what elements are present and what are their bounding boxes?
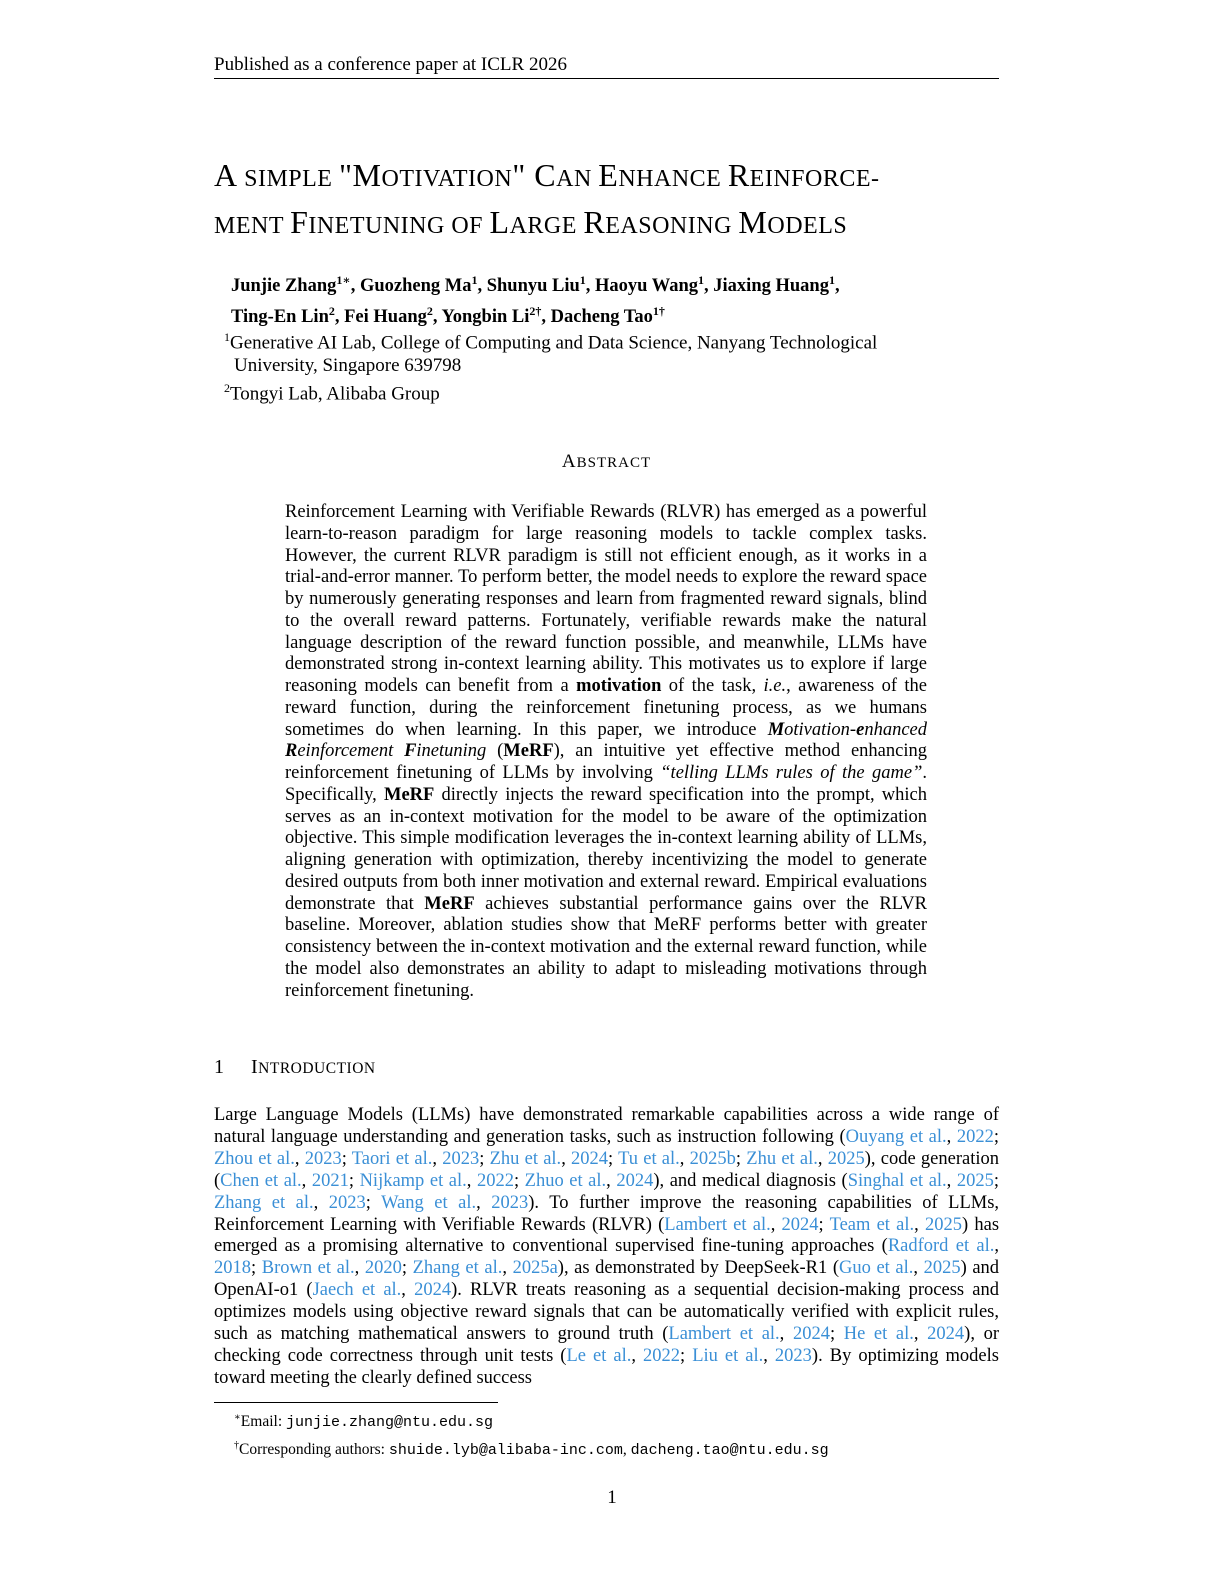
text-run: ), as demonstrated by DeepSeek-R1 (: [557, 1258, 839, 1279]
text-run: ,: [817, 1148, 828, 1169]
text-run: ,: [354, 1258, 365, 1279]
citation-link[interactable]: 2024: [781, 1214, 819, 1235]
citation-link[interactable]: 2022: [956, 1126, 994, 1147]
citation-link[interactable]: 2024: [414, 1280, 452, 1301]
citation-link[interactable]: Singhal et al.: [847, 1170, 947, 1191]
citation-link[interactable]: 2023: [491, 1192, 529, 1213]
abstract-heading-rest: BSTRACT: [576, 455, 652, 471]
text-run: ), an intuitive yet effective method enhancing reinforcement finetuning of LLMs by involving: [285, 741, 927, 783]
footnote: [234, 1406, 1014, 1434]
citation-link[interactable]: Radford et al.: [887, 1236, 995, 1257]
title-small-caps: ARGE: [509, 213, 584, 239]
bold-italic-letter: M: [767, 719, 785, 740]
citation-link[interactable]: Brown et al.: [261, 1258, 355, 1279]
footnote-rule: [214, 1402, 498, 1403]
italic-term: nhanced: [864, 719, 927, 740]
affiliation-mark: 1: [224, 330, 230, 344]
citation-link[interactable]: Zhang et al.: [412, 1258, 503, 1279]
header-rule: [214, 78, 999, 79]
citation-link[interactable]: Guo et al.: [839, 1258, 914, 1279]
citation-link[interactable]: Lambert et al.: [668, 1324, 780, 1345]
author-affiliation-mark: 1∗: [336, 273, 351, 287]
title-capital: F: [290, 204, 309, 240]
citation-link[interactable]: 2023: [328, 1192, 366, 1213]
title-capital: R: [727, 157, 750, 193]
author-line-1: [231, 268, 991, 299]
citation-link[interactable]: 2024: [792, 1324, 830, 1345]
affiliation-line-continued: University, Singapore 639798: [234, 355, 462, 377]
text-run: ;: [608, 1148, 619, 1169]
affiliation-line: [224, 377, 984, 405]
footnote-mark: †: [234, 1440, 239, 1452]
citation-link[interactable]: 2021: [311, 1170, 349, 1191]
text-run: ;: [993, 1126, 999, 1147]
email-address[interactable]: junjie.zhang@ntu.edu.sg: [286, 1414, 494, 1432]
citation-link[interactable]: 2024: [571, 1148, 609, 1169]
text-run: ,: [914, 1214, 925, 1235]
citation-link[interactable]: 2025b: [689, 1148, 736, 1169]
text-run: ,: [466, 1170, 477, 1191]
text-run: ,: [606, 1170, 617, 1191]
bold-italic-letter: R: [285, 741, 298, 762]
author-separator: ,: [585, 276, 596, 297]
citation-link[interactable]: Nijkamp et al.: [359, 1170, 467, 1191]
author-name: Jiaxing Huang: [713, 276, 829, 297]
text-run: ,: [313, 1192, 329, 1213]
author-name: Shunyu Liu: [486, 276, 580, 297]
author-name: Yongbin Li: [441, 307, 530, 328]
text-run: , awareness of the reward function, during the reinforcement finetuning process, as we humans sometimes do when learning. In this paper, we introduce: [285, 676, 928, 740]
text-run: ;: [680, 1345, 693, 1366]
footnote-separator: ,: [622, 1441, 631, 1459]
author-separator: ,: [541, 307, 551, 328]
citation-link[interactable]: 2023: [442, 1148, 480, 1169]
citation-link[interactable]: Tu et al.: [618, 1148, 680, 1169]
text-run: ), code generation (: [214, 1148, 999, 1191]
footnote-label: Email:: [240, 1413, 286, 1431]
author-affiliation-mark: 1: [471, 273, 478, 287]
author-name: Guozheng Ma: [359, 276, 472, 297]
text-run: ;: [341, 1148, 352, 1169]
text-run: ,: [631, 1345, 644, 1366]
citation-link[interactable]: 2025: [827, 1148, 865, 1169]
text-run: ). By optimizing models toward meeting the clearly defined success: [214, 1345, 999, 1388]
text-run: Reinforcement Learning with Verifiable Rewards (RLVR) has emerged as a powerful learn-to-reason paradigm for large reasoning models to tackle complex tasks. However, the current RLVR paradigm is still not efficient enough, as it works in a trial-and-error manner. To perform better, the model needs to explore the reward space by numerously generating responses and learn from fragmented reward signals, blind to the overall reward patterns. Fortunately, verifiable rewards make the natural language description of the reward function possible, and meanwhile, LLMs have demonstrated strong in-context learning ability. This motivates us to explore if large reasoning models can benefit from a: [285, 502, 927, 696]
author-affiliation-mark: 2†: [529, 304, 542, 319]
text-run: ,: [561, 1148, 572, 1169]
title-small-caps: EASONING: [605, 213, 739, 239]
author-separator: ,: [350, 276, 360, 297]
text-run: ,: [294, 1148, 305, 1169]
footnote-mark: ∗: [234, 1412, 241, 1423]
citation-link[interactable]: 2022: [476, 1170, 514, 1191]
bold-italic-letter: e: [856, 719, 865, 740]
bold-term: MeRF: [424, 893, 475, 914]
text-run: ). RLVR treats reasoning as a sequential decision-making process and optimizes models using objective reward signals that can be automatically verified with explicit rules, such as matching mathematical answers to ground truth (: [214, 1280, 999, 1345]
title-capital: " C: [512, 157, 557, 193]
text-run: ,: [432, 1148, 443, 1169]
title-small-caps: NHANCE: [618, 166, 728, 192]
title-small-caps: INETUNING OF: [308, 213, 490, 239]
citation-link[interactable]: Liu et al.: [692, 1345, 764, 1366]
running-header: Published as a conference paper at ICLR 2026: [214, 54, 567, 75]
text-run: Large Language Models (LLMs) have demonstrated remarkable capabilities across a wide range of natural language understanding and generation tasks, such as instruction following (: [214, 1105, 999, 1147]
author-affiliation-mark: 1: [698, 273, 705, 287]
abstract-text: [285, 502, 927, 1002]
title-small-caps: EINFORCE-: [749, 166, 880, 192]
italic-term: “telling LLMs rules of the game”: [660, 763, 923, 783]
title-small-caps: SIMPLE: [237, 166, 339, 192]
text-run: . Specifically,: [285, 763, 927, 805]
citation-link[interactable]: Wang et al.: [381, 1192, 477, 1213]
section-number: 1: [214, 1056, 225, 1078]
footnote-label: Corresponding authors:: [239, 1441, 389, 1459]
text-run: ,: [994, 1236, 1000, 1257]
citation-link[interactable]: 2025: [923, 1258, 961, 1279]
affiliation-text: Generative AI Lab, College of Computing and Data Science, Nanyang Technological: [230, 332, 878, 354]
citation-link[interactable]: 2023: [304, 1148, 342, 1169]
paper-title: [214, 154, 1034, 248]
author-affiliation-mark: 1†: [652, 304, 665, 319]
italic-term: otivation-: [784, 719, 857, 740]
text-run: ,: [763, 1345, 775, 1366]
italic-term: i.e.: [763, 676, 787, 696]
text-run: ;: [401, 1258, 413, 1279]
title-small-caps: MENT: [214, 213, 291, 239]
text-run: ;: [348, 1170, 360, 1191]
title-small-caps: OTIVATION: [381, 166, 513, 192]
text-run: ;: [829, 1324, 844, 1345]
text-run: ;: [479, 1148, 490, 1169]
title-capital: A: [214, 157, 238, 193]
section-heading-introduction: [214, 1056, 714, 1079]
text-run: ), or checking code correctness through unit tests (: [214, 1324, 999, 1366]
citation-link[interactable]: Zhu et al.: [489, 1148, 562, 1169]
section-title-initial: I: [251, 1056, 259, 1078]
author-affiliation-mark: 2: [426, 304, 433, 319]
section-title-rest: NTRODUCTION: [258, 1060, 376, 1077]
title-capital: R: [583, 204, 606, 240]
text-run: ,: [946, 1126, 957, 1147]
footnote: [234, 1434, 1014, 1462]
citation-link[interactable]: Team et al.: [829, 1214, 915, 1235]
text-run: ,: [502, 1258, 513, 1279]
text-run: ,: [946, 1170, 957, 1191]
author-name: Haoyu Wang: [595, 276, 699, 297]
author-separator: ,: [834, 276, 840, 297]
text-run: ,: [913, 1258, 924, 1279]
author-affiliation-mark: 1: [579, 273, 586, 287]
citation-link[interactable]: 2020: [364, 1258, 402, 1279]
text-run: ;: [251, 1258, 262, 1279]
abstract-heading: [214, 451, 999, 473]
citation-link[interactable]: Chen et al.: [220, 1170, 302, 1191]
text-run: ;: [818, 1214, 830, 1235]
citation-link[interactable]: Le et al.: [566, 1345, 632, 1366]
text-run: ;: [735, 1148, 747, 1169]
citation-link[interactable]: Zhu et al.: [746, 1148, 818, 1169]
text-run: ,: [301, 1170, 312, 1191]
text-run: achieves substantial performance gains over the RLVR baseline. Moreover, ablation studies show that MeRF performs better with greater consistency between the in-context motivation and the external reward function, while the model also demonstrates an ability to adapt to misleading motivations through reinforcement finetuning.: [285, 893, 927, 1001]
text-run: (: [486, 741, 504, 762]
title-small-caps: ODELS: [767, 213, 848, 239]
author-separator: ,: [704, 276, 714, 297]
text-run: ;: [993, 1170, 999, 1191]
author-name: Ting-En Lin: [231, 307, 329, 328]
citation-link[interactable]: Zhang et al.: [214, 1192, 314, 1213]
citation-link[interactable]: Ouyang et al.: [845, 1126, 947, 1147]
citation-link[interactable]: He et al.: [843, 1324, 914, 1345]
email-address[interactable]: dacheng.tao@ntu.edu.sg: [630, 1442, 829, 1460]
title-capital: L: [489, 204, 510, 240]
abstract-heading-initial: A: [561, 451, 577, 472]
citation-link[interactable]: 2025: [924, 1214, 962, 1235]
introduction-paragraph: [214, 1105, 999, 1390]
text-run: ;: [513, 1170, 525, 1191]
title-small-caps: AN: [556, 166, 599, 192]
citation-link[interactable]: Zhou et al.: [214, 1148, 295, 1169]
text-run: ). To further improve the reasoning capabilities of LLMs, Reinforcement Learning with Verifiable Rewards (RLVR) (: [214, 1192, 1000, 1235]
author-affiliation-mark: 2: [328, 304, 335, 319]
author-name: Dacheng Tao: [550, 307, 653, 328]
citation-link[interactable]: 2025: [956, 1170, 994, 1191]
citation-link[interactable]: Lambert et al.: [664, 1214, 771, 1235]
citation-link[interactable]: Jaech et al.: [312, 1280, 402, 1301]
email-address[interactable]: shuide.lyb@alibaba-inc.com: [388, 1442, 623, 1460]
citation-link[interactable]: 2023: [774, 1345, 812, 1366]
citation-link[interactable]: 2022: [643, 1345, 681, 1366]
affiliation-line: [224, 326, 984, 354]
text-run: ,: [679, 1148, 690, 1169]
citation-link[interactable]: 2024: [616, 1170, 654, 1191]
text-run: directly injects the reward specification into the prompt, which serves as an in-context motivation for the model to be aware of the optimization objective. This simple modification leverages the in-context learning ability of LLMs, aligning generation with optimization, thereby incentivizing the model to generate desired outputs from both inner motivation and external reward. Empirical evaluations demonstrate that: [285, 784, 928, 914]
text-run: ), and medical diagnosis (: [653, 1170, 848, 1191]
text-run: of the task,: [661, 676, 764, 696]
text-run: ,: [476, 1192, 492, 1213]
page-number: 1: [607, 1487, 617, 1508]
citation-link[interactable]: Taori et al.: [351, 1148, 433, 1169]
text-run: ,: [401, 1280, 415, 1301]
text-run: ) has emerged as a promising alternative to conventional supervised fine-tuning approaches (: [214, 1214, 1000, 1257]
title-line-1: [214, 154, 1034, 201]
title-capital: M: [738, 204, 768, 240]
footnotes: [234, 1406, 1014, 1462]
text-run: ;: [365, 1192, 382, 1213]
author-name: Junjie Zhang: [231, 276, 337, 297]
author-affiliation-mark: 1: [828, 273, 835, 287]
italic-term: inetuning: [416, 741, 487, 762]
text-run: ) and OpenAI-o1 (: [214, 1258, 1000, 1301]
author-separator: ,: [334, 307, 345, 328]
text-run: ,: [779, 1324, 793, 1345]
bold-term: MeRF: [383, 784, 435, 805]
text-run: ,: [770, 1214, 782, 1235]
bold-term: MeRF: [503, 741, 554, 762]
text-run: ,: [913, 1324, 928, 1345]
author-name: Fei Huang: [344, 307, 427, 328]
title-line-2: [214, 201, 1034, 248]
citation-link[interactable]: 2025a: [512, 1258, 558, 1279]
bold-italic-letter: F: [404, 741, 417, 762]
affiliation-mark: 2: [224, 381, 230, 396]
title-capital: "M: [338, 157, 382, 193]
citation-link[interactable]: 2018: [214, 1258, 251, 1279]
author-list: [231, 268, 991, 330]
title-capital: E: [598, 157, 619, 193]
italic-term: einforcement: [297, 741, 405, 762]
author-separator: ,: [432, 307, 442, 328]
citation-link[interactable]: Zhuo et al.: [524, 1170, 607, 1191]
bold-term: motivation: [576, 676, 662, 696]
author-separator: ,: [477, 276, 487, 297]
affiliations: [224, 326, 984, 406]
citation-link[interactable]: 2024: [927, 1324, 965, 1345]
affiliation-text: Tongyi Lab, Alibaba Group: [230, 383, 440, 405]
